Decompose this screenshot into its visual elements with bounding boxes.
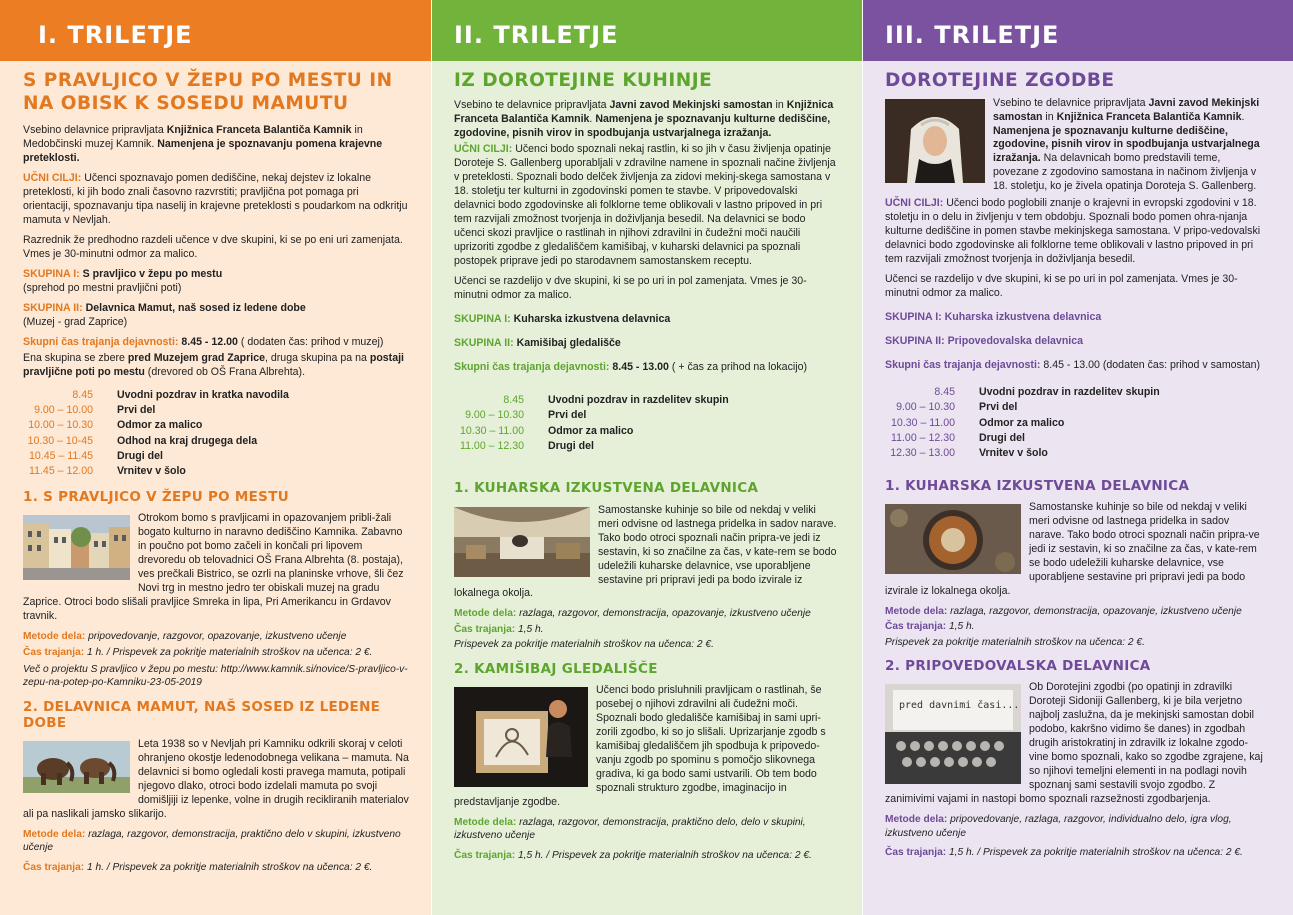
duration-text: 1,5 h. / Prispevek za pokritje materialnih stroškov na učenca: 2 €. [517, 849, 812, 861]
group-label: SKUPINA II: [23, 301, 86, 314]
goals-text: Učenci bodo spoznali nekaj rastlin, ki so jih v času življenja opatinje Doroteje S. Gallenberg uporabljali v zdravilne namene in spoznali načine življenja v preteklosti. Spoznali bodo delček življenja za zidovi mekinj-skega samostana v 18. stoletju ter kulturni in zgodovinski pomen te stavbe. V pripovedovalski delavnici bodo zgodovinske ali folklorne teme oblikovali v lastno pripoved in pri tem razvijali zmožnost tvorjenja in doživljanja besedil. Na delavnici se bodo učenci skozi pravljice o rastlinah in njihovi zdravilni in čudežni moči naučili uprizoriti zgodbe z gledališčem kamišibaj, v kuharski delavnici pa spoznali postopek priprave jedi po starodavnem samostanskem receptu. [454, 143, 836, 268]
duration-text: 1,5 h. / Prispevek za pokritje materialnih stroškov na učenca: 2 €. [948, 846, 1243, 858]
group-one [23, 268, 409, 296]
group-one [454, 313, 838, 327]
schedule-time: 10.30 – 11.00 [890, 416, 955, 429]
methods [885, 813, 1267, 840]
methods-label: Metode dela: [23, 828, 89, 840]
section-text: Otrokom bomo s pravljicami in opazovanjem pribli-žali bogato kulturno in naravno dediščino Kamnika. Zabavno in poučno pot bomo začeli in končali pri lipovem drevoredu ob telovadnici OŠ Frana Albrehta (8. postaja), ves prečkali Bistrico, se ozrli na planinske vrhove, šli čez Novi trg in mestno jedro ter obiskali muzej na gradu Zaprice. Otroci bodo slišali pravljice Smreka in lipa, Pri Amerikancu in Grdavov travnik. [23, 511, 404, 622]
schedule-activity: Odmor za malico [979, 416, 1065, 429]
text: (drevored ob OŠ Frana Albrehta). [144, 365, 306, 378]
schedule-activity: Vrnitev v šolo [979, 447, 1048, 460]
column-header: II. TRILETJE [432, 0, 862, 61]
schedule-time: 8.45 [934, 386, 955, 399]
typewriter-photo [885, 684, 1021, 784]
schedule-row [885, 431, 1267, 446]
duration [885, 359, 1267, 373]
organizer: Knjižnica Franceta Balantiča Kamnik [166, 124, 352, 137]
methods [23, 828, 409, 855]
schedule-row [885, 416, 1267, 431]
location: pred Muzejem grad Zaprice [127, 351, 265, 364]
duration [23, 646, 409, 659]
schedule-row [23, 418, 409, 433]
section-title: 1. KUHARSKA IZKUSTVENA DELAVNICA [454, 480, 759, 497]
methods-text: razlaga, razgovor, demonstracija, praktično delo v skupini, izkustveno učenje [23, 828, 401, 854]
goals-paragraph [23, 172, 409, 228]
schedule [885, 385, 1267, 462]
column-header: I. TRILETJE [0, 0, 431, 61]
column-third-triad [863, 0, 1293, 915]
group-name: Kuharska izkustvena delavnica [944, 311, 1102, 324]
text: . [589, 112, 596, 125]
section-title: 2. PRIPOVEDOVALSKA DELAVNICA [885, 658, 1151, 675]
schedule-time: 11.00 – 12.30 [890, 432, 955, 445]
text: in [1042, 110, 1057, 123]
group-two [23, 302, 409, 330]
methods-label: Metode dela: [454, 816, 520, 828]
column-second-triad [432, 0, 862, 915]
text: Vsebino te delavnice pripravljata [993, 96, 1149, 109]
text: Na delavnicah bomo predstavili teme, povezane z zgodovino samostana in načinom življenja v 18. stoletju, ko je živela opatinja Doroteja S. Gallenberg. [993, 152, 1257, 193]
duration-text: 1,5 h. [517, 623, 544, 635]
schedule-activity: Uvodni pozdrav in kratka navodila [117, 388, 289, 401]
schedule-time: 10.30 – 10-45 [27, 434, 93, 447]
schedule-row [454, 408, 838, 423]
group-two [885, 335, 1267, 349]
group-label: SKUPINA II: [885, 335, 948, 348]
duration-text: 1,5 h. [948, 621, 975, 633]
goals-label: UČNI CILJI: [454, 143, 516, 156]
schedule-row [454, 439, 838, 454]
group-name: Delavnica Mamut, naš sosed iz ledene dobe [85, 301, 306, 314]
section-text: Samostanske kuhinje so bile od nekdaj v veliki meri odvisne od lastnega pridelka in sadov narave. Tako bodo otroci spoznali način pripra-ve jedi iz sestavin, ki so značilne za čas, v kate-rem se bodo udeležili kuharske delavnice, vse uporabljene sestavine pri pripravi jedi pa bodo izvirale iz lokalnega okolja. [885, 501, 1260, 597]
schedule-activity: Prvi del [117, 403, 156, 416]
section-title: 1. S PRAVLJICO V ŽEPU PO MESTU [23, 488, 289, 505]
schedule-activity: Uvodni pozdrav in razdelitev skupin [548, 394, 729, 407]
column-first-triad [0, 0, 431, 915]
start-locations [23, 352, 409, 380]
schedule-time: 10.45 – 11.45 [28, 450, 93, 463]
methods-text: pripovedovanje, razlaga, razgovor, individualno delo, igra vlog, izkustveno učenje [885, 814, 1232, 839]
section-title: 2. DELAVNICA MAMUT, NAŠ SOSED IZ LEDENE DOBE [23, 698, 381, 731]
groups-note: Razrednik že predhodno razdeli učence v dve skupini, ki se po eni uri zamenjata. Vmes je 30-minutni odmor za malico. [23, 233, 403, 260]
group-one [885, 311, 1267, 325]
workshop-title [23, 70, 409, 115]
duration-label: Čas trajanja: [454, 849, 518, 861]
group-name: Pripovedovalska delavnica [947, 335, 1084, 348]
goals-text: Učenci spoznavajo pomen dediščine, nekaj dejstev iz lokalne preteklosti, ki jih bodo znali časovno razvrstiti; pravljična pot pomaga pri orientaciji, spoznavanju tipa naselij in krajevne preteklosti s poudarkom na odkritju mamuta v Nevljah. [23, 172, 408, 226]
methods-label: Metode dela: [23, 630, 89, 642]
schedule-row [885, 385, 1267, 400]
schedule [23, 388, 409, 480]
schedule-time: 8.45 [503, 394, 524, 407]
text: Vsebino delavnice pripravljata [23, 124, 167, 137]
text: Ena skupina se zbere [23, 351, 128, 364]
schedule-row [454, 424, 838, 439]
methods-text: razlaga, razgovor, demonstracija, opazovanje, izkustveno učenje [519, 608, 811, 620]
goals-paragraph [885, 197, 1267, 267]
methods-label: Metode dela: [885, 814, 951, 826]
schedule-row [23, 403, 409, 418]
duration-value: 8.45 - 13.00 [1043, 359, 1100, 372]
duration-label: Čas trajanja: [23, 647, 87, 659]
duration-label: Skupni čas trajanja dejavnosti: [454, 361, 613, 374]
duration-label: Skupni čas trajanja dejavnosti: [23, 335, 182, 348]
methods-label: Metode dela: [454, 608, 520, 620]
duration-label: Čas trajanja: [23, 861, 87, 873]
section-title: 1. KUHARSKA IZKUSTVENA DELAVNICA [885, 477, 1190, 494]
cooking-pot-photo [885, 504, 1021, 574]
organizer: Knjižnica Franceta Balantiča Kamnik [454, 98, 834, 125]
duration-value: 8.45 - 12.00 [181, 335, 238, 348]
group-two [454, 337, 838, 351]
purpose: Namenjena je spoznavanju pomena krajevne preteklosti. [23, 138, 383, 165]
organizer: Knjižnica Franceta Balantiča Kamnik [1056, 110, 1242, 123]
schedule-time: 9.00 – 10.30 [465, 409, 524, 422]
purpose: Namenjena je spoznavanju kulturne dediščine, zgodovine, pisnih virov in spodbujanja ustvarjalnega izražanja. [454, 112, 831, 139]
goals-paragraph [454, 143, 838, 269]
methods [23, 630, 409, 643]
duration-label: Skupni čas trajanja dejavnosti: [885, 359, 1044, 372]
duration-text: 1 h. / Prispevek za pokritje materialnih stroškov na učenca: 2 €. [86, 861, 373, 873]
schedule [454, 393, 838, 454]
section-text: Učenci bodo prisluhnili pravljicam o rastlinah, še posebej o njihovi zdravilni ali čudežni moči. Spoznali bodo gledališče kamišibaj in sami upri-zorili zgodbo, ki so jo slišali. Uprizarjanje zgodb s kamišibaj gledališčem jih spodbuja k pripovedo-vanju zgodb po spominu s pomočjo slikovnega gradiva, ki ga bodo sami ustvarili. Ob tem bodo spoznali strukturo zgodbe, imaginacijo in predstavljanje zgodbe. [454, 683, 826, 808]
methods-text: pripovedovanje, razgovor, opazovanje, izkustveno učenje [88, 630, 347, 642]
schedule-row [23, 388, 409, 403]
group-label: SKUPINA II: [454, 337, 517, 350]
group-name: Kuharska izkustvena delavnica [513, 313, 671, 326]
schedule-time: 9.00 – 10.30 [896, 401, 955, 414]
group-note: (Muzej - grad Zaprice) [23, 315, 128, 328]
methods [454, 816, 838, 843]
schedule-time: 11.45 – 12.00 [28, 465, 93, 478]
duration-extra: ( dodaten čas: prihod v muzej) [237, 335, 384, 348]
duration-text: 1 h. / Prispevek za pokritje materialnih stroškov na učenca: 2 €. [86, 647, 373, 659]
text: in [772, 98, 787, 111]
group-name: Kamišibaj gledališče [516, 337, 621, 350]
duration-label: Čas trajanja: [885, 846, 949, 858]
text: in Medobčinski muzej Kamnik. [23, 124, 363, 151]
schedule-activity: Drugi del [117, 450, 163, 463]
group-label: SKUPINA I: [454, 313, 514, 326]
methods-text: razlaga, razgovor, demonstracija, opazovanje, izkustveno učenje [950, 605, 1242, 617]
goals-label: UČNI CILJI: [885, 197, 947, 210]
section-title: 2. KAMIŠIBAJ GLEDALIŠČE [454, 660, 658, 677]
column-header: III. TRILETJE [863, 0, 1293, 61]
organizer: Javni zavod Mekinjski samostan [993, 96, 1260, 123]
goals-text: Učenci bodo poglobili znanje o krajevni in evropski zgodovini v 18. stoletju in o delu in življenju v tem obdobju. Spoznali bodo pomen ohra-njanja kulturne dediščine in pomen stavbe mekinjskega samostana. V pripo-vedovalski delavnici bodo zgodovinske ali folklorne teme oblikovali v lastno pripoved in pri tem razvijali zmožnost tvorjenja in doživljanja besedil. [885, 197, 1261, 266]
duration [454, 849, 838, 862]
abbess-portrait [885, 99, 985, 183]
duration [454, 361, 838, 375]
text: . [1241, 110, 1245, 123]
schedule-row [23, 434, 409, 449]
purpose: Namenjena je spoznavanju kulturne dediščine, zgodovine, pisnih virov in spodbujanja ustvarjalnega izražanja. [993, 124, 1260, 165]
goals-label: UČNI CILJI: [23, 172, 85, 185]
section-text: Ob Dorotejini zgodbi (po opatinji in zdravilki Doroteji Sidoniji Gallenberg, ki je bila verjetno najbolj zaslužna, da je mekinjski samostan dobil podobo, kakršno vidimo še danes) in zgodbah drugih aristokratinj in zdravilk iz lokalne zgodo-vine bomo spoznali, kako so zgodbe zgrajene, kaj so njihovi temeljni elementi in na podlagi novih spoznanj sami sestavili svojo zgodbo. Z zanimivimi vajami in nastopi bomo spoznali razsežnosti zgodbarjenja. [885, 681, 1263, 806]
schedule-activity: Prvi del [979, 401, 1018, 414]
section-text: Samostanske kuhinje so bile od nekdaj v veliki meri odvisne od lastnega pridelka in sadov narave. Tako bodo otroci spoznali način pripra-ve jedi iz sestavin, ki so značilne za čas, v kate-rem se bodo udeležili kuharske delavnice, vse uporabljene sestavine pri pripravi jedi pa bodo izvirale iz lokalnega okolja. [454, 503, 837, 600]
text: , druga skupina pa na [265, 351, 370, 364]
schedule-activity: Drugi del [548, 440, 594, 453]
schedule-row [885, 400, 1267, 415]
methods [454, 607, 838, 620]
intro-paragraph [23, 124, 409, 166]
workshop-title: DOROTEJINE ZGODBE [885, 70, 1115, 91]
schedule-activity: Odmor za malico [548, 424, 634, 437]
schedule-activity: Odmor za malico [117, 419, 203, 432]
cost: Prispevek za pokritje materialnih stroškov na učenca: 2 €. [454, 639, 714, 651]
text: Vsebino te delavnice pripravljata [454, 98, 610, 111]
duration [23, 336, 409, 350]
duration [23, 861, 409, 874]
town-street-photo [23, 515, 130, 580]
schedule-time: 12.30 – 13.00 [890, 447, 955, 460]
duration [885, 846, 1267, 859]
duration-extra: ( + čas za prihod na lokacijo) [668, 361, 808, 374]
duration [885, 620, 1267, 633]
groups-note: Učenci se razdelijo v dve skupini, ki se po uri in pol zamenjata. Vmes je 30-minutni odmor za malico. [885, 273, 1238, 300]
schedule-row [885, 446, 1267, 461]
duration-value: 8.45 - 13.00 [612, 361, 669, 374]
schedule-activity: Drugi del [979, 432, 1025, 445]
schedule-row [23, 464, 409, 479]
group-note: (sprehod po mestni pravljični poti) [23, 281, 182, 294]
cost: Prispevek za pokritje materialnih stroškov na učenca: 2 €. [885, 636, 1145, 648]
location: postaji pravljične poti po mestu [23, 351, 404, 378]
schedule-activity: Uvodni pozdrav in razdelitev skupin [979, 386, 1160, 399]
duration-extra: (dodaten čas: prihod v samostan) [1099, 359, 1261, 372]
group-name: S pravljico v žepu po mestu [82, 267, 223, 280]
monastery-kitchen-photo [454, 507, 590, 577]
duration-label: Čas trajanja: [454, 623, 518, 635]
project-link[interactable]: Več o projektu S pravljico v žepu po mestu: http://www.kamnik.si/novice/S-pravljico-v-zepu-na-potep-po-Kamniku-23-05-2019 [23, 663, 408, 689]
mammoth-photo [23, 741, 130, 793]
schedule-time: 11.00 – 12.30 [459, 440, 524, 453]
groups-note: Učenci se razdelijo v dve skupini, ki se po uri in pol zamenjata. Vmes je 30-minutni odmor za malico. [454, 275, 807, 302]
intro-paragraph [454, 99, 838, 141]
schedule-activity: Prvi del [548, 409, 587, 422]
methods [885, 605, 1267, 618]
duration [454, 623, 838, 636]
schedule-activity: Vrnitev v šolo [117, 465, 186, 478]
methods-label: Metode dela: [885, 605, 951, 617]
group-label: SKUPINA I: [885, 311, 945, 324]
schedule-row [454, 393, 838, 408]
schedule-time: 10.00 – 10.30 [28, 419, 93, 432]
typewriter-caption: pred davnimi časi... [899, 700, 1020, 712]
workshop-title: IZ DOROTEJINE KUHINJE [454, 70, 713, 91]
duration-label: Čas trajanja: [885, 621, 949, 633]
title-line: NA OBISK K SOSEDU MAMUTU [23, 92, 349, 114]
kamishibai-theatre-photo [454, 687, 588, 787]
section-text: Leta 1938 so v Nevljah pri Kamniku odkrili skoraj v celoti ohranjeno okostje ledenodobnega velikana – mamuta. Na delavnici si bomo ogledali kosti pravega mamuta, potipali njegovo dlako, otroci bodo izdelali mamuta po svoji domišljiji iz lepenke, volne in drugih recikliranih materialov ali pa naslikali jamsko slikarijo. [23, 737, 409, 820]
group-label: SKUPINA I: [23, 267, 83, 280]
methods-text: razlaga, razgovor, demonstracija, praktično delo, delo v skupini, izkustveno učenje [454, 816, 806, 842]
schedule-time: 10.30 – 11.00 [459, 424, 524, 437]
schedule-time: 8.45 [72, 388, 93, 401]
title-line: S PRAVLJICO V ŽEPU PO MESTU IN [23, 70, 393, 91]
schedule-row [23, 449, 409, 464]
organizer: Javni zavod Mekinjski samostan [609, 98, 773, 111]
schedule-activity: Odhod na kraj drugega dela [117, 434, 258, 447]
schedule-time: 9.00 – 10.00 [34, 403, 93, 416]
